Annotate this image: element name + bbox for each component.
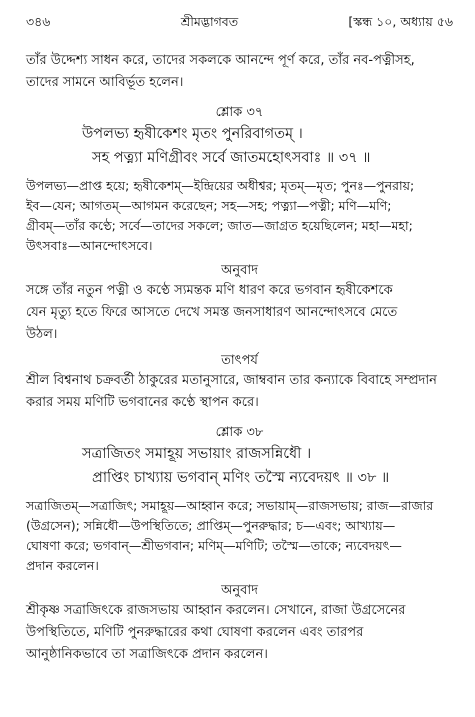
verse-38-heading: শ্লোক ৩৮ — [215, 425, 264, 440]
synonym-line: ইব—যেন; আগতম্—আগমন করেছেন; সহ—সহ; পত্ন্যা—পত্নী; মণি—মণি; — [26, 198, 392, 213]
synonym-line: উৎসবাঃ—আনন্দোৎসবে। — [26, 238, 153, 253]
text-line: শ্রীকৃষ্ণ সত্রাজিৎকে রাজসভায় আহ্বান করলেন। সেখানে, রাজা উগ্রসেনের — [26, 603, 406, 618]
verse-line: সহ পত্ন্যা মণিগ্রীবং সর্বে জাতমহোৎসবাঃ ॥ ৩৭ ॥ — [92, 150, 371, 166]
text-line: তাঁর উদ্দেশ্য সাধন করে, তাদের সকলকে আনন্দে পূর্ণ করে, তাঁর নব-পত্নীসহ, — [26, 53, 415, 68]
verse-line: উপলভ্য হৃষীকেশং মৃতং পুনরিবাগতম্ । — [82, 126, 303, 142]
text-line: উঠল। — [26, 327, 58, 342]
page-header — [26, 14, 453, 36]
text-line: যেন মৃত্যু হতে ফিরে আসতে দেখে সমস্ত জনসাধারণ আনন্দোৎসবে মেতে — [26, 305, 398, 320]
verse-line: সত্রাজিতং সমাহূয় সভায়াং রাজসন্নিধৌ । — [82, 446, 312, 462]
translation-38 — [26, 600, 453, 666]
book-title: শ্রীমদ্ভাগবত — [180, 14, 239, 29]
verse-37-heading: শ্লোক ৩৭ — [215, 105, 264, 120]
purport-37-heading: তাৎপর্য — [221, 353, 258, 368]
text-line: সঙ্গে তাঁর নতুন পত্নী ও কণ্ঠে স্যমন্তক মণি ধারণ করে ভগবান হৃষীকেশকে — [26, 283, 393, 298]
text-line: আনুষ্ঠানিকভাবে তা সত্রাজিৎকে প্রদান করলেন। — [26, 647, 268, 662]
translation-38-heading: অনুবাদ — [221, 583, 258, 598]
verse-line: প্রাপ্তিং চাখ্যায় ভগবান্ মণিং তস্মৈ ন্যবেদয়ৎ ॥ ৩৮ ॥ — [92, 470, 390, 486]
page-number: ৩৪৬ — [26, 14, 51, 29]
synonym-line: ঘোষণা করে; ভগবান্—শ্রীভগবান; মণিম্—মণিটি; তস্মৈ—তাকে; ন্যবেদয়ৎ— — [26, 538, 402, 553]
synonym-line: (উগ্রসেন); সন্নিধৌ—উপস্থিতিতে; প্রাপ্তিম্—পুনরুদ্ধার; চ—এবং; আখ্যায়— — [26, 518, 396, 533]
verse-37-synonyms — [26, 176, 453, 256]
synonym-line: প্রদান করলেন। — [26, 558, 99, 573]
verse-38-synonyms — [26, 496, 453, 576]
verse-38-text — [26, 442, 453, 490]
text-line: করার সময় মণিটি ভগবানের কণ্ঠে স্থাপন করে। — [26, 395, 259, 410]
text-line: উপস্থিতিতে, মণিটি পুনরুদ্ধারের কথা ঘোষণা করলেন এবং তারপর — [26, 625, 364, 640]
chapter-reference: [স্কন্ধ ১০, অধ্যায় ৫৬ — [348, 14, 453, 29]
translation-37 — [26, 280, 453, 346]
synonym-line: সত্রাজিতম্—সত্রাজিৎ; সমাহূয়—আহ্বান করে; সভায়াম্—রাজসভায়; রাজ—রাজার — [26, 498, 434, 513]
intro-paragraph — [26, 50, 453, 94]
text-line: শ্রীল বিশ্বনাথ চক্রবর্তী ঠাকুরের মতানুসারে, জাম্ববান তার কন্যাকে বিবাহে সম্প্রদান — [26, 373, 437, 388]
synonym-line: উপলভ্য—প্রাপ্ত হয়ে; হৃষীকেশম্—ইন্দ্রিয়ের অধীশ্বর; মৃতম্—মৃত; পুনঃ—পুনরায়; — [26, 178, 415, 193]
purport-37 — [26, 370, 453, 414]
verse-37-text — [26, 122, 453, 170]
text-line: তাদের সামনে আবির্ভূত হলেন। — [26, 75, 184, 90]
translation-37-heading: অনুবাদ — [221, 263, 258, 278]
synonym-line: গ্রীবম্—তাঁর কণ্ঠে; সর্বে—তাদের সকলে; জাত—জাগ্রত হয়েছিলেন; মহা—মহা; — [26, 218, 413, 233]
